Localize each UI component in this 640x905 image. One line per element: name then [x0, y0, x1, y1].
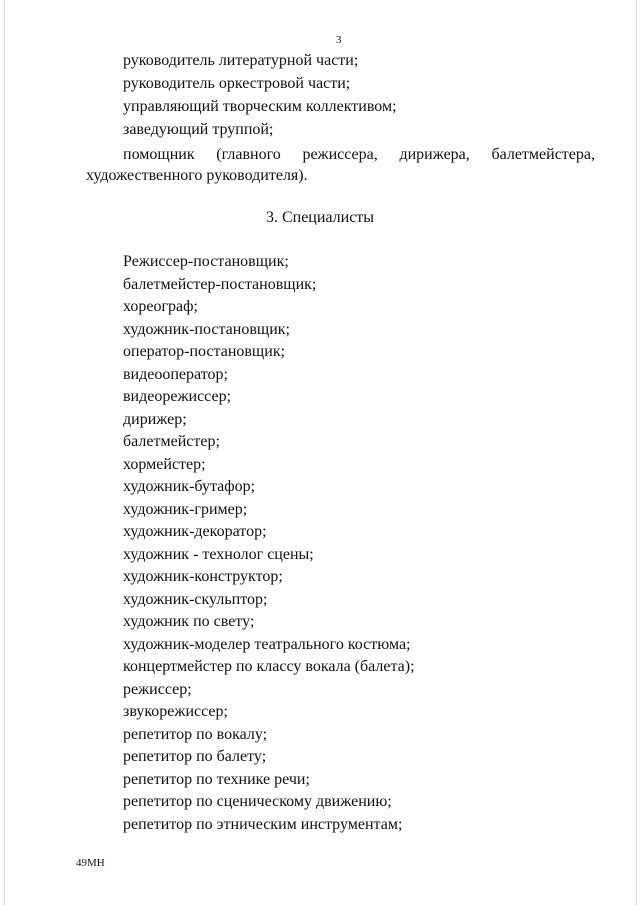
specialist-item: режиссер;	[123, 681, 192, 698]
specialist-item: видеооператор;	[123, 366, 228, 383]
specialist-item: звукорежиссер;	[123, 703, 228, 720]
management-line: руководитель литературной части;	[123, 52, 359, 69]
specialist-item: концертмейстер по классу вокала (балета);	[123, 658, 415, 675]
specialist-item: видеорежиссер;	[123, 388, 232, 405]
assistant-word: дирижера,	[399, 146, 470, 163]
management-line: заведующий труппой;	[123, 121, 274, 138]
section-heading: 3. Специалисты	[265, 209, 375, 226]
specialist-item: оператор-постановщик;	[123, 343, 286, 360]
assistant-word: помощник	[123, 146, 195, 163]
management-line: руководитель оркестровой части;	[123, 75, 351, 92]
specialist-item: репетитор по сценическому движению;	[123, 793, 392, 810]
specialist-item: художник-декоратор;	[123, 523, 267, 540]
assistant-word: (главного	[216, 146, 281, 163]
assistant-word: режиссера,	[302, 146, 378, 163]
specialist-item: художник по свету;	[123, 613, 255, 630]
specialist-item: балетмейстер;	[123, 433, 220, 450]
specialist-item: репетитор по этническим инструментам;	[123, 816, 403, 833]
specialist-item: художник - технолог сцены;	[123, 546, 314, 563]
specialist-item: художник-конструктор;	[123, 568, 283, 585]
specialist-item: Режиссер-постановщик;	[123, 253, 289, 270]
assistant-line-continuation: художественного руководителя).	[86, 167, 308, 184]
scan-edge-left	[4, 0, 5, 905]
specialist-item: художник-постановщик;	[123, 321, 290, 338]
specialist-item: художник-бутафор;	[123, 478, 256, 495]
specialist-item: хореограф;	[123, 298, 198, 315]
specialist-item: репетитор по балету;	[123, 748, 267, 765]
specialist-item: художник-гример;	[123, 501, 248, 518]
specialist-item: художник-моделер театрального костюма;	[123, 636, 411, 653]
specialist-item: балетмейстер-постановщик;	[123, 276, 317, 293]
assistant-word: балетмейстера,	[491, 146, 595, 163]
specialist-item: репетитор по вокалу;	[123, 726, 268, 743]
footer-document-code: 49МН	[76, 857, 105, 869]
management-line: управляющий творческим коллективом;	[123, 98, 397, 115]
specialist-item: художник-скульптор;	[123, 591, 268, 608]
specialist-item: репетитор по технике речи;	[123, 771, 310, 788]
scan-edge-right	[636, 0, 637, 905]
specialist-item: хормейстер;	[123, 456, 206, 473]
specialist-item: дирижер;	[123, 411, 187, 428]
assistant-line	[123, 146, 595, 164]
page-number: 3	[336, 34, 342, 46]
